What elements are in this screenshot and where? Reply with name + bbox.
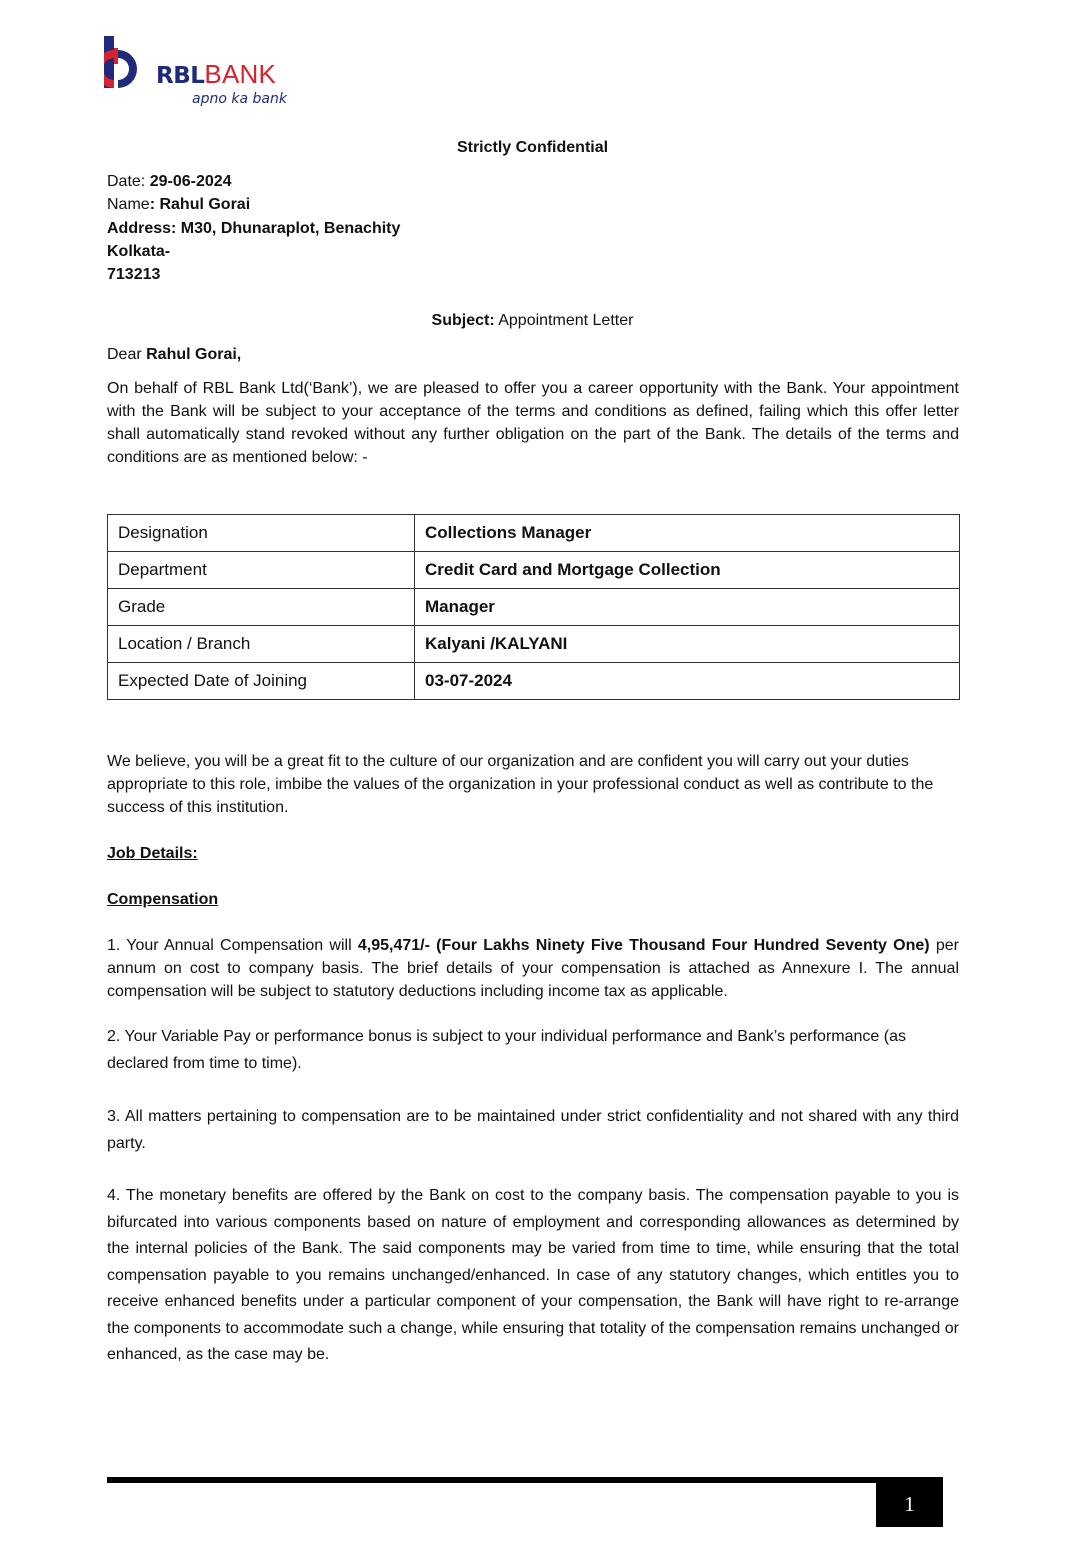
logo-wordmark: [156, 59, 276, 90]
table-row: [108, 626, 960, 663]
table-row: [108, 589, 960, 626]
date-line: [107, 170, 232, 193]
annual-compensation-amount: 4,95,471/- (Four Lakhs Ninety Five Thousand Four Hundred Seventy One): [357, 937, 930, 954]
designation-value: Collections Manager: [415, 515, 960, 552]
intro-paragraph: On behalf of RBL Bank Ltd(‘Bank’), we are pleased to offer you a career opportunity with the Bank. Your appointment with the Bank will be subject to your acceptance of the terms and conditions as defined, failing which this offer letter shall automatically stand revoked without any further obligation on the part of the Bank. The details of the terms and conditions are as mentioned below: -: [107, 380, 959, 466]
address-line-3: 713213: [107, 266, 161, 283]
table-row: [108, 663, 960, 700]
joining-date-value: 03-07-2024: [415, 663, 960, 700]
table-row: [108, 552, 960, 589]
address-line-1: Address: M30, Dhunaraplot, Benachity: [107, 220, 401, 237]
compensation-point-3: 3. All matters pertaining to compensation are to be maintained under strict confidentiality and not shared with any third party.: [107, 1108, 959, 1152]
compensation-point-1: [107, 934, 959, 1003]
location-label: Location / Branch: [108, 626, 415, 663]
belief-paragraph: We believe, you will be a great fit to the culture of our organization and are confident you will carry out your duties appropriate to this role, imbibe the values of the organization in your professional conduct as well as contribute to the success of this institution.: [107, 753, 934, 816]
logo-tagline: apno ka bank: [192, 91, 287, 107]
point-1-prefix: 1. Your Annual Compensation will: [107, 937, 358, 954]
department-label: Department: [108, 552, 415, 589]
address-line-2: Kolkata-: [107, 243, 171, 260]
department-value: Credit Card and Mortgage Collection: [415, 552, 960, 589]
compensation-point-4: 4. The monetary benefits are offered by the Bank on cost to the company basis. The compensation payable to you is bifurcated into various components based on nature of employment and corresponding allowances as determined by the internal policies of the Bank. The said components may be varied from time to time, while ensuring that the total compensation payable to you remains unchanged/enhanced. In case of any statutory changes, which entitles you to receive enhanced benefits under a particular component of your compensation, the Bank will have right to re-arrange the components to accommodate such a change, while ensuring that totality of the compensation remains unchanged or enhanced, as the case may be.: [107, 1187, 959, 1363]
point-1-suffix: per annum on cost to company basis. The brief details of your compensation is attached as Annexure I. The annual compensation will be subject to statutory deductions including income tax as applicable.: [107, 937, 959, 1000]
salutation: [107, 343, 241, 366]
compensation-heading: Compensation: [107, 891, 219, 908]
name-line: [107, 193, 250, 216]
footer-rule: [107, 1477, 943, 1483]
joining-date-label: Expected Date of Joining: [108, 663, 415, 700]
table-row: [108, 515, 960, 552]
job-details-heading: Job Details:: [107, 845, 198, 862]
logo-rbl-text: RBL: [156, 63, 205, 89]
logo-bank-text: BANK: [204, 59, 277, 89]
subject-value: Appointment Letter: [494, 312, 634, 329]
salutation-name: Rahul Gorai,: [146, 346, 242, 363]
name-label: Name: [107, 196, 150, 213]
date-value: 29-06-2024: [149, 173, 232, 190]
designation-label: Designation: [108, 515, 415, 552]
rbl-bank-logo: [104, 36, 304, 112]
subject-line: [0, 309, 1065, 332]
compensation-point-2: 2. Your Variable Pay or performance bonus is subject to your individual performance and Bank’s performance (as declared from time to time).: [107, 1028, 906, 1072]
subject-label: Subject:: [431, 312, 495, 329]
location-value: Kalyani /KALYANI: [415, 626, 960, 663]
salutation-prefix: Dear: [107, 346, 147, 363]
appointment-details-table: [107, 514, 960, 700]
grade-value: Manager: [415, 589, 960, 626]
page-number: 1: [876, 1477, 943, 1527]
rbl-logo-mark-icon: [104, 36, 154, 90]
grade-label: Grade: [108, 589, 415, 626]
confidentiality-label: Strictly Confidential: [456, 139, 609, 156]
name-value: : Rahul Gorai: [149, 196, 251, 213]
date-label: Date:: [107, 173, 150, 190]
